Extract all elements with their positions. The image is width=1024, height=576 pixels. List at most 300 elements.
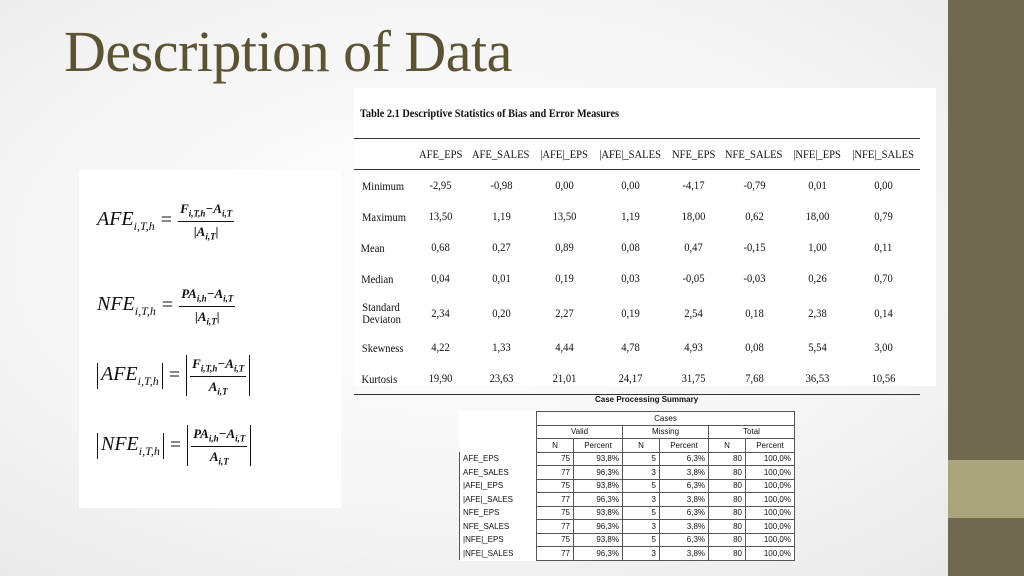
sub-header: N xyxy=(709,439,746,453)
table-cell: 80 xyxy=(709,506,746,520)
slide-title: Description of Data xyxy=(64,19,512,84)
row-label-text: Standard Deviaton xyxy=(362,300,401,326)
table-cell xyxy=(536,294,594,332)
den-subscript: i,T xyxy=(217,386,228,397)
lhs-base: AFE xyxy=(97,207,134,230)
table-row xyxy=(354,294,920,332)
sub-header: N xyxy=(623,439,660,453)
cell-value: 0,01 xyxy=(808,178,827,192)
cell-value: 0,14 xyxy=(873,305,893,320)
cell-value: 0,68 xyxy=(431,240,450,254)
table-cell: 3 xyxy=(623,547,660,561)
table-cell: 77 xyxy=(537,520,574,534)
num-base: PA xyxy=(181,286,197,301)
table-cell xyxy=(414,201,467,232)
sub-header: Percent xyxy=(660,439,709,453)
num-subscript: i,T,h xyxy=(188,208,206,219)
table-row xyxy=(460,506,795,520)
table-row xyxy=(354,332,920,363)
cell-value: -0,15 xyxy=(743,240,766,254)
table-cell xyxy=(467,332,536,363)
table-cell xyxy=(846,232,920,263)
table-row xyxy=(354,363,920,395)
cell-value: 0,08 xyxy=(744,340,764,354)
cell-value: -4,17 xyxy=(682,178,705,192)
descriptive-stats-panel xyxy=(354,88,936,386)
table-cell: 80 xyxy=(709,452,746,466)
column-header-label: AFE_SALES xyxy=(472,146,530,161)
row-label xyxy=(354,263,414,294)
table-cell xyxy=(414,170,467,202)
table-cell: 93,8% xyxy=(574,452,623,466)
sub-header: N xyxy=(537,439,574,453)
case-summary-table xyxy=(459,411,795,561)
table-cell: 80 xyxy=(709,547,746,561)
table-cell xyxy=(789,232,847,263)
side-accent-decoration xyxy=(948,460,1024,518)
cell-value: -0,03 xyxy=(743,271,766,285)
table-cell xyxy=(467,294,536,332)
lhs-subscript: i,T,h xyxy=(138,443,160,458)
row-label xyxy=(354,363,414,395)
table-cell: 75 xyxy=(537,479,574,493)
table-cell xyxy=(593,363,667,395)
num-minus-subscript: i,T xyxy=(223,293,234,304)
row-label: AFE_SALES xyxy=(460,466,537,480)
row-label xyxy=(354,294,414,332)
cell-value: 0,20 xyxy=(491,305,511,320)
cell-value: 0,11 xyxy=(873,240,893,254)
column-header xyxy=(414,139,467,170)
table-cell xyxy=(414,294,467,332)
lhs-base: NFE xyxy=(101,432,139,455)
sub-header: Percent xyxy=(746,439,795,453)
table-row xyxy=(354,263,920,294)
table-cell: 96,3% xyxy=(574,547,623,561)
row-label-text: Maximum xyxy=(362,209,406,224)
column-header-label: |AFE|_SALES xyxy=(599,146,661,161)
numerator xyxy=(191,426,247,447)
table-cell: 3,8% xyxy=(660,547,709,561)
table-cell: 100,0% xyxy=(746,452,795,466)
num-base: F xyxy=(180,201,189,216)
cell-value: 1,00 xyxy=(808,240,827,254)
table-cell: 6,3% xyxy=(660,506,709,520)
cell-value: 0,19 xyxy=(620,305,640,320)
fraction xyxy=(179,286,235,326)
row-label xyxy=(354,232,414,263)
table-cell: 3 xyxy=(623,520,660,534)
den-close-bar: | xyxy=(215,223,219,239)
cell-value: 36,53 xyxy=(805,371,830,385)
table-cell: 6,3% xyxy=(660,479,709,493)
table-cell xyxy=(467,232,536,263)
numerator xyxy=(179,286,235,307)
column-header xyxy=(720,139,789,170)
equals-sign: = xyxy=(160,209,173,232)
num-base: F xyxy=(192,356,201,371)
table-cell xyxy=(593,332,667,363)
table-row xyxy=(460,547,795,561)
group-header: Total xyxy=(709,425,795,439)
cell-value: 2,38 xyxy=(808,305,827,320)
table-cell xyxy=(720,363,789,395)
cell-value: 1,19 xyxy=(491,209,511,223)
fraction xyxy=(190,356,246,396)
cell-value: -0,05 xyxy=(682,271,705,285)
column-header xyxy=(593,139,667,170)
table-cell xyxy=(414,332,467,363)
num-minus-subscript: i,T xyxy=(233,363,245,374)
table-cell xyxy=(846,332,920,363)
formula-lhs xyxy=(97,208,155,234)
column-header-label: |AFE|_EPS xyxy=(540,146,589,161)
table-cell xyxy=(467,170,536,202)
column-header-label: NFE_SALES xyxy=(725,146,783,161)
cell-value: 4,78 xyxy=(620,340,640,354)
table-cell xyxy=(846,201,920,232)
formula-abs-afe xyxy=(97,355,250,396)
table-cell xyxy=(789,294,847,332)
table-cell: 3,8% xyxy=(660,493,709,507)
table-cell: 96,3% xyxy=(574,520,623,534)
cell-value: 0,79 xyxy=(873,209,893,223)
row-label xyxy=(354,170,414,202)
table-cell xyxy=(593,201,667,232)
denominator xyxy=(194,222,219,242)
table-cell xyxy=(536,232,594,263)
cell-value: 24,17 xyxy=(618,371,642,385)
table-cell xyxy=(720,232,789,263)
cell-value: 2,34 xyxy=(431,305,450,320)
cell-value: 1,33 xyxy=(491,340,511,354)
column-header xyxy=(536,139,594,170)
table-row xyxy=(460,520,795,534)
table-cell xyxy=(846,294,920,332)
cases-header: Cases xyxy=(537,412,795,426)
case-summary-title: Case Processing Summary xyxy=(595,395,699,404)
cell-value: 1,19 xyxy=(620,209,640,223)
numerator xyxy=(190,356,246,377)
table-cell xyxy=(789,332,847,363)
table-cell: 100,0% xyxy=(746,466,795,480)
header-blank xyxy=(354,139,414,170)
column-header-label: |NFE|_EPS xyxy=(793,146,842,161)
cell-value: 21,01 xyxy=(552,371,577,385)
table-cell: 3 xyxy=(623,466,660,480)
row-label-text: Minimum xyxy=(361,178,405,193)
cell-value: 0,18 xyxy=(744,305,764,320)
num-minus-term: −A xyxy=(206,286,224,301)
row-label-text: Median xyxy=(361,271,394,286)
fraction xyxy=(191,426,247,466)
row-label xyxy=(354,201,414,232)
table-cell xyxy=(414,363,467,395)
den-base: A xyxy=(209,448,219,464)
cell-value: 0,26 xyxy=(808,271,827,285)
row-label: |AFE|_SALES xyxy=(460,493,537,507)
table-cell: 3,8% xyxy=(660,520,709,534)
den-base: |A xyxy=(193,223,206,239)
table-cell: 80 xyxy=(709,493,746,507)
cell-value: 31,75 xyxy=(681,371,706,385)
table-cell xyxy=(789,170,847,202)
table-cell xyxy=(467,363,536,395)
table-cell xyxy=(593,170,667,202)
cell-value: 4,44 xyxy=(555,340,574,354)
cell-value: 0,00 xyxy=(873,178,893,192)
table-cell xyxy=(536,263,594,294)
table-cell: 80 xyxy=(709,533,746,547)
table-cell xyxy=(667,170,720,202)
table-cell xyxy=(846,363,920,395)
table-cell xyxy=(467,263,536,294)
cell-value: 0,62 xyxy=(744,209,764,223)
table-cell: 100,0% xyxy=(746,479,795,493)
table-row xyxy=(460,452,795,466)
group-header: Valid xyxy=(537,425,623,439)
den-close-bar: | xyxy=(216,308,220,324)
descriptive-stats-table xyxy=(354,138,920,395)
table-cell xyxy=(667,263,720,294)
table-row xyxy=(460,533,795,547)
cell-value: 0,47 xyxy=(684,240,703,254)
formula-rhs xyxy=(179,285,235,326)
table-cell xyxy=(720,294,789,332)
row-label-text: Skewness xyxy=(361,340,404,355)
table-cell: 100,0% xyxy=(746,493,795,507)
numerator xyxy=(178,201,234,222)
table-cell xyxy=(536,170,594,202)
cell-value: 0,19 xyxy=(555,271,574,285)
table-cell xyxy=(667,332,720,363)
equals-sign: = xyxy=(168,364,181,387)
cell-value: 0,04 xyxy=(431,271,450,285)
case-summary-header-row-3 xyxy=(460,439,795,453)
lhs-base: NFE xyxy=(97,292,135,315)
cell-value: 18,00 xyxy=(681,209,706,223)
table-cell: 3,8% xyxy=(660,466,709,480)
case-summary-header-row-1 xyxy=(460,412,795,426)
table-cell: 93,8% xyxy=(574,533,623,547)
table-cell: 80 xyxy=(709,479,746,493)
cell-value: 5,54 xyxy=(808,340,827,354)
cell-value: 0,27 xyxy=(491,240,511,254)
cell-value: 0,70 xyxy=(873,271,893,285)
table-cell xyxy=(414,232,467,263)
table-cell: 6,3% xyxy=(660,533,709,547)
table-cell: 93,8% xyxy=(574,506,623,520)
header-blank xyxy=(460,425,537,439)
table-cell: 6,3% xyxy=(660,452,709,466)
cell-value: 4,22 xyxy=(431,340,450,354)
table-row xyxy=(354,201,920,232)
table-cell xyxy=(536,332,594,363)
table-cell xyxy=(593,232,667,263)
denominator xyxy=(209,377,228,397)
table-cell xyxy=(789,201,847,232)
num-subscript: i,h xyxy=(208,433,219,444)
descriptive-stats-title: Table 2.1 Descriptive Statistics of Bias and Error Measures xyxy=(360,106,620,120)
table-cell xyxy=(593,294,667,332)
table-cell xyxy=(536,363,594,395)
cell-value: 13,50 xyxy=(428,209,453,223)
table-cell xyxy=(667,232,720,263)
table-cell: 77 xyxy=(537,466,574,480)
cell-value: 7,68 xyxy=(744,371,764,385)
table-cell: 5 xyxy=(623,452,660,466)
lhs-subscript: i,T,h xyxy=(134,303,156,318)
table-cell: 77 xyxy=(537,493,574,507)
row-label: NFE_EPS xyxy=(460,506,537,520)
num-minus-term: −A xyxy=(217,356,234,371)
table-cell xyxy=(667,201,720,232)
cell-value: 0,89 xyxy=(555,240,574,254)
num-subscript: i,h xyxy=(196,293,207,304)
num-minus-subscript: i,T xyxy=(221,208,233,219)
row-label: |NFE|_EPS xyxy=(460,533,537,547)
column-header xyxy=(846,139,920,170)
num-base: PA xyxy=(193,426,209,441)
table-cell xyxy=(667,363,720,395)
table-cell xyxy=(720,263,789,294)
formula-rhs xyxy=(187,425,251,466)
cell-value: 23,63 xyxy=(489,371,513,385)
denominator xyxy=(210,447,229,467)
equals-sign: = xyxy=(169,434,182,457)
row-label: |AFE|_EPS xyxy=(460,479,537,493)
table-cell xyxy=(467,201,536,232)
table-cell xyxy=(536,201,594,232)
group-header: Missing xyxy=(623,425,709,439)
table-cell: 96,3% xyxy=(574,466,623,480)
fraction xyxy=(178,201,234,241)
formula-lhs xyxy=(97,363,163,389)
column-header-label: AFE_EPS xyxy=(418,146,463,161)
table-cell: 96,3% xyxy=(574,493,623,507)
row-label-text: Mean xyxy=(360,240,385,255)
table-cell: 80 xyxy=(709,466,746,480)
lhs-subscript: i,T,h xyxy=(133,218,155,233)
table-cell xyxy=(720,201,789,232)
cell-value: 18,00 xyxy=(805,209,830,223)
table-cell xyxy=(593,263,667,294)
table-cell: 80 xyxy=(709,520,746,534)
formula-lhs xyxy=(97,433,164,459)
cell-value: 2,54 xyxy=(684,305,703,320)
den-subscript: i,T xyxy=(206,316,217,327)
cell-value: -0,98 xyxy=(490,178,513,192)
case-summary-header-row-2 xyxy=(460,425,795,439)
column-header xyxy=(667,139,720,170)
num-minus-term: −A xyxy=(205,201,222,216)
table-row xyxy=(460,479,795,493)
table-cell xyxy=(846,263,920,294)
row-label: |NFE|_SALES xyxy=(460,547,537,561)
table-cell: 93,8% xyxy=(574,479,623,493)
row-label: NFE_SALES xyxy=(460,520,537,534)
table-row xyxy=(354,170,920,202)
cell-value: 3,00 xyxy=(873,340,893,354)
cell-value: 13,50 xyxy=(552,209,577,223)
den-base: A xyxy=(208,378,218,394)
cell-value: -2,95 xyxy=(429,178,452,192)
table-cell: 77 xyxy=(537,547,574,561)
formula-abs-nfe xyxy=(97,425,251,466)
table-cell: 75 xyxy=(537,533,574,547)
cell-value: -0,79 xyxy=(743,178,766,192)
table-row xyxy=(354,232,920,263)
header-blank xyxy=(460,439,537,453)
table-cell xyxy=(414,263,467,294)
table-cell: 3 xyxy=(623,493,660,507)
table-cell xyxy=(789,263,847,294)
row-label xyxy=(354,332,414,363)
table-cell: 100,0% xyxy=(746,547,795,561)
formula-panel xyxy=(79,170,341,508)
formula-rhs xyxy=(186,355,250,396)
cell-value: 0,01 xyxy=(491,271,511,285)
num-minus-subscript: i,T xyxy=(235,433,246,444)
descriptive-stats-header-row xyxy=(354,139,920,170)
table-cell: 5 xyxy=(623,506,660,520)
table-cell xyxy=(720,170,789,202)
column-header-label: |NFE|_SALES xyxy=(852,146,914,161)
table-cell xyxy=(789,363,847,395)
table-cell: 5 xyxy=(623,533,660,547)
column-header xyxy=(467,139,536,170)
table-cell: 100,0% xyxy=(746,506,795,520)
table-cell: 75 xyxy=(537,452,574,466)
den-subscript: i,T xyxy=(205,231,216,242)
header-blank xyxy=(460,412,537,426)
formula-lhs xyxy=(97,293,156,319)
formula-nfe xyxy=(97,285,235,326)
sub-header: Percent xyxy=(574,439,623,453)
num-subscript: i,T,h xyxy=(200,363,218,374)
denominator xyxy=(195,307,220,327)
column-header-label: NFE_EPS xyxy=(671,146,715,161)
table-row xyxy=(460,466,795,480)
cell-value: 2,27 xyxy=(555,305,574,320)
cell-value: 0,00 xyxy=(620,178,640,192)
cell-value: 10,56 xyxy=(871,371,895,385)
cell-value: 19,90 xyxy=(428,371,453,385)
lhs-base: AFE xyxy=(101,362,138,385)
cell-value: 0,00 xyxy=(555,178,574,192)
table-cell xyxy=(846,170,920,202)
formula-afe xyxy=(97,200,234,241)
lhs-subscript: i,T,h xyxy=(137,373,159,388)
num-minus-term: −A xyxy=(218,426,236,441)
formula-rhs xyxy=(178,200,234,241)
table-cell: 100,0% xyxy=(746,520,795,534)
table-cell: 75 xyxy=(537,506,574,520)
table-cell xyxy=(720,332,789,363)
table-row xyxy=(460,493,795,507)
cell-value: 0,08 xyxy=(620,240,640,254)
row-label-text: Kurtosis xyxy=(361,371,398,386)
equals-sign: = xyxy=(161,294,174,317)
den-base: |A xyxy=(194,308,207,324)
table-cell: 100,0% xyxy=(746,533,795,547)
table-cell: 5 xyxy=(623,479,660,493)
table-cell xyxy=(667,294,720,332)
column-header xyxy=(789,139,847,170)
cell-value: 0,03 xyxy=(620,271,640,285)
row-label: AFE_EPS xyxy=(460,452,537,466)
den-subscript: i,T xyxy=(218,456,229,467)
